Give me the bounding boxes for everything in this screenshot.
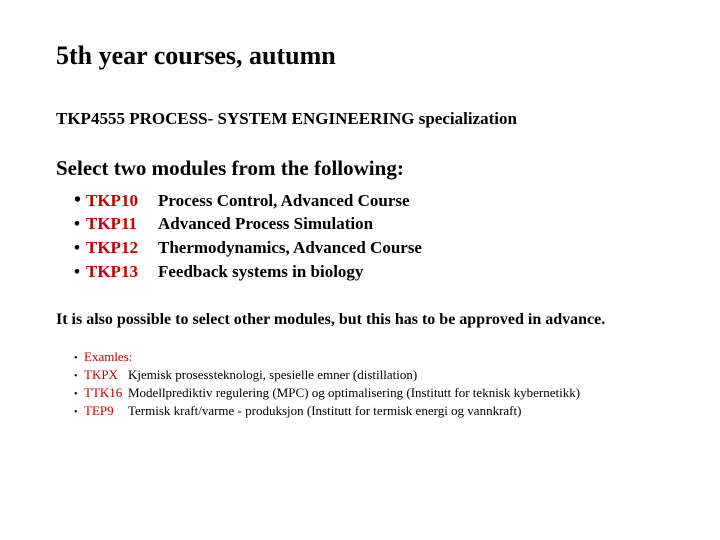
module-item [74,260,422,284]
example-code: TEP9 [84,403,114,418]
example-item [74,366,580,384]
module-selection-instruction: Select two modules from the following: [56,156,404,180]
bullet-icon: • [74,262,80,281]
example-description: Termisk kraft/varme - produksjon (Institutt for termisk energi og vannkraft) [128,403,522,418]
specialization-heading: TKP4555 PROCESS- SYSTEM ENGINEERING specialization [56,109,517,128]
module-item [74,212,422,236]
module-list [74,188,422,284]
example-list [74,348,580,420]
example-item [74,402,580,420]
example-code: TTK16 [84,385,123,400]
module-name: Process Control, Advanced Course [158,191,410,210]
example-item [74,348,580,366]
example-description: Kjemisk prosessteknologi, spesielle emner (distillation) [128,367,418,382]
bullet-icon: • [74,214,80,233]
module-name: Feedback systems in biology [158,262,364,281]
bullet-icon: • [74,353,78,364]
bullet-icon: • [74,189,82,211]
approval-note: It is also possible to select other modules, but this has to be approved in advance. [56,311,606,328]
module-code: TKP11 [86,214,138,233]
module-name: Advanced Process Simulation [158,214,374,233]
example-item [74,384,580,402]
bullet-icon: • [74,371,78,382]
module-name: Thermodynamics, Advanced Course [158,238,422,257]
bullet-icon: • [74,407,78,418]
module-item [74,188,422,212]
example-code: TKPX [84,367,118,382]
module-item [74,236,422,260]
module-code: TKP13 [86,262,138,281]
page-title: 5th year courses, autumn [56,41,336,70]
module-code: TKP10 [86,191,138,210]
module-code: TKP12 [86,238,138,257]
bullet-icon: • [74,389,78,400]
bullet-icon: • [74,238,80,257]
examples-label: Examles: [84,349,133,364]
example-description: Modellprediktiv regulering (MPC) og optimalisering (Institutt for teknisk kybernetikk) [128,385,581,400]
